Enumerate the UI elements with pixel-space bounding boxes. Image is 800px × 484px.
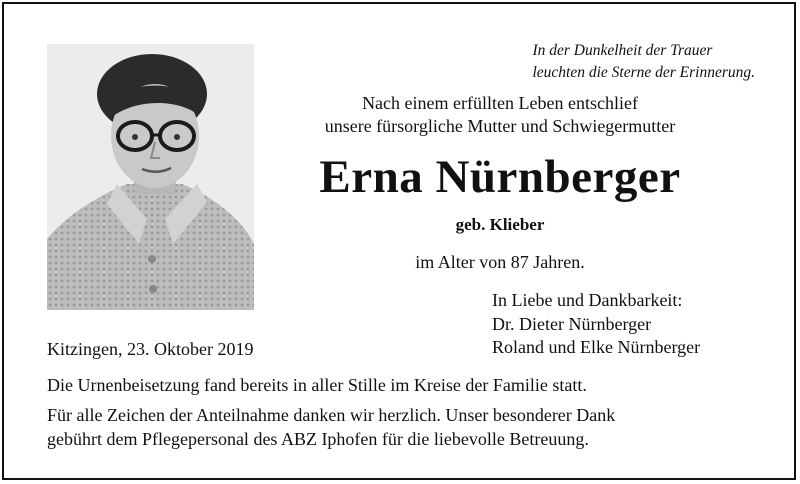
portrait-photo: [47, 44, 254, 310]
thanks-line: gebührt dem Pflegepersonal des ABZ Iphofen für die liebevolle Betreuung.: [47, 428, 589, 449]
mourners-line: Roland und Elke Nürnberger: [492, 337, 701, 357]
mourners-line: In Liebe und Dankbarkeit:: [492, 290, 683, 310]
motto-line: leuchten die Sterne der Erinnerung.: [532, 64, 755, 81]
mourners-block: [492, 289, 700, 360]
thanks-line: Für alle Zeichen der Anteilnahme danken wir herzlich. Unser besonderer Dank: [47, 405, 616, 425]
maiden-name: geb. Klieber: [455, 215, 545, 234]
intro-line: unsere fürsorgliche Mutter und Schwiegermutter: [324, 116, 676, 136]
portrait-image: [47, 44, 254, 310]
deceased-name: Erna Nürnberger: [319, 151, 681, 203]
motto: [532, 40, 755, 84]
age-line: im Alter von 87 Jahren.: [415, 252, 585, 272]
motto-line: In der Dunkelheit der Trauer: [532, 42, 713, 59]
place-date: Kitzingen, 23. Oktober 2019: [47, 339, 254, 359]
intro-text: [300, 92, 700, 138]
thanks-note: [47, 404, 615, 451]
burial-note: Die Urnenbeisetzung fand bereits in aller Stille im Kreise der Familie statt.: [47, 375, 587, 395]
mourners-line: Dr. Dieter Nürnberger: [492, 313, 652, 334]
intro-line: Nach einem erfüllten Leben entschlief: [362, 93, 638, 113]
